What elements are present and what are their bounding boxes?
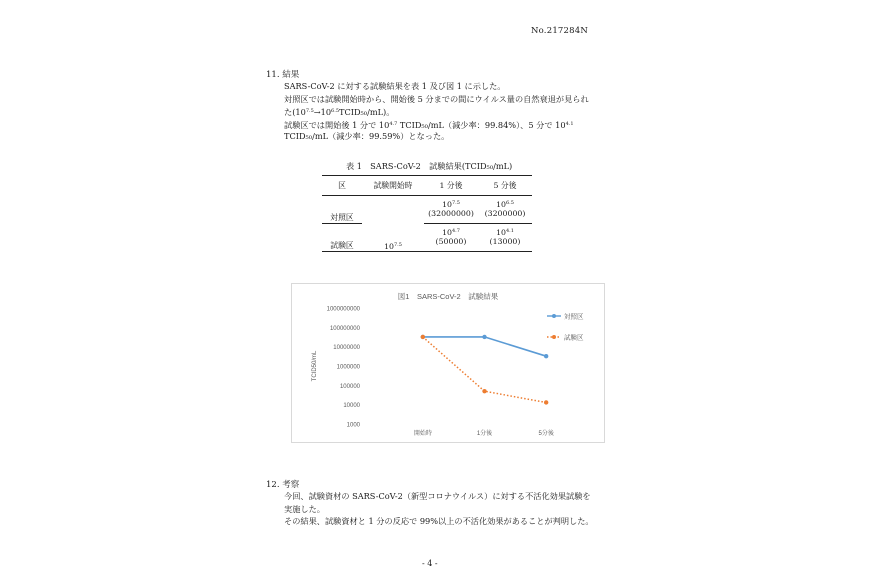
chart-svg — [292, 284, 604, 442]
y-axis-label: TCID50/mL — [312, 350, 318, 382]
x-tick-label: 開始時 — [413, 431, 432, 437]
y-tick-label: 100000 — [339, 383, 360, 390]
table-caption: 表 1 SARS-CoV-2 試験結果(TCID₅₀/mL) — [346, 161, 513, 171]
header-1min: 1 分後 — [424, 176, 478, 196]
discussion-line: 実施した。 — [284, 503, 325, 514]
section-11-title: 11. 結果 — [266, 70, 300, 80]
results-line: SARS-CoV-2 に対する試験結果を表 1 及び図 1 に示した。 — [284, 81, 506, 91]
discussion-line: その結果、試験資材と 1 分の反応で 99%以上の不活化効果があることが判明した。 — [284, 516, 594, 527]
cell-value: (3200000) — [478, 209, 532, 224]
header-start: 試験開始時 — [362, 176, 424, 196]
cell-value: (13000) — [478, 237, 532, 252]
cell-start-value: $10^{7.5}$ — [362, 196, 424, 252]
x-tick-label: 1分後 — [476, 431, 493, 437]
figure-1-chart — [291, 283, 605, 443]
results-table — [322, 175, 532, 252]
cell-exp: $10^{4.1}$ — [496, 228, 514, 237]
x-tick-label: 5分後 — [538, 431, 554, 437]
y-tick-label: 1000000 — [336, 364, 360, 371]
legend-label: 対照区 — [564, 313, 584, 321]
discussion-line: 今回、試験資材の SARS-CoV-2（新型コロナウイルス）に対する不活化効果試験を — [284, 491, 591, 501]
results-line: 試験区では開始後 1 分で $10^{4.7}$ TCID₅₀/mL（減少率：99.84%）、5 分で $10^{4.1}$ — [284, 119, 574, 130]
legend-marker — [552, 314, 556, 318]
data-point — [421, 335, 425, 339]
data-point — [544, 354, 548, 358]
results-line: TCID₅₀/mL（減少率：99.59%）となった。 — [284, 131, 450, 142]
row-area-control: 対照区 — [322, 196, 362, 224]
page-number: - 4 - — [422, 559, 438, 568]
chart-title: 図1 SARS-CoV-2 試験結果 — [397, 292, 499, 301]
y-tick-label: 10000 — [343, 403, 360, 410]
header-area: 区 — [322, 176, 362, 196]
document-number: No.217284N — [531, 26, 588, 36]
y-tick-label: 1000000000 — [326, 306, 360, 313]
cell-exp: $10^{4.7}$ — [442, 228, 460, 237]
section-12-body — [284, 490, 594, 528]
results-line: た$(10^{7.5}\to 10^{6.5}TCID_{50}/mL)$。 — [284, 107, 395, 118]
data-point — [544, 400, 548, 404]
y-tick-label: 10000000 — [333, 345, 360, 352]
cell-exp: $10^{6.5}$ — [496, 200, 514, 209]
cell-value: (32000000) — [424, 209, 478, 224]
section-11-body — [284, 80, 589, 143]
cell-value: (50000) — [424, 237, 478, 252]
results-line: 対照区では試験開始時から、開始後 5 分までの間にウイルス量の自然衰退が見られ — [284, 93, 589, 104]
y-tick-label: 100000000 — [329, 325, 360, 332]
row-area-test: 試験区 — [322, 224, 362, 252]
y-tick-label: 1000 — [346, 422, 360, 429]
data-point — [482, 389, 486, 393]
section-12-title: 12. 考察 — [266, 480, 300, 490]
data-point — [482, 335, 486, 339]
legend-marker — [552, 335, 556, 339]
header-5min: 5 分後 — [478, 176, 532, 196]
cell-exp: $10^{7.5}$ — [442, 200, 460, 209]
legend-label: 試験区 — [564, 334, 584, 342]
